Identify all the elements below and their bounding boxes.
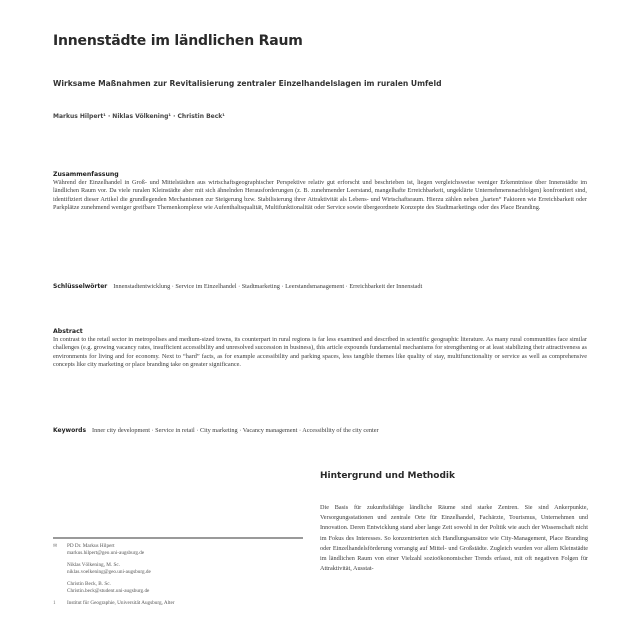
zusammenfassung-heading: Zusammenfassung — [53, 171, 119, 178]
schluesselwoerter-text: Innenstadtentwicklung · Service im Einzelhandel · Stadtmarketing · Leerstandsmanagement · Erreichbarkeit der Innenstadt — [113, 283, 423, 290]
article-title: Innenstädte im ländlichen Raum — [53, 33, 303, 49]
schluesselwoerter-label: Schlüsselwörter — [53, 283, 108, 290]
author1-name: PD Dr. Markus Hilpert — [67, 543, 115, 549]
abstract-block — [53, 328, 587, 369]
footnotes — [53, 543, 303, 607]
article-subtitle: Wirksame Maßnahmen zur Revitalisierung zentraler Einzelhandelslagen im ruralen Umfeld — [53, 79, 442, 88]
author2-name: Niklas Völkening, M. Sc. — [67, 562, 120, 568]
footnote-rule — [53, 537, 303, 539]
abstract-text: In contrast to the retail sector in metropolises and medium-sized towns, its counterpart in rural regions is far less examined and described in scientific geographic literature. As many rural communities face similar challenges (e.g. growing vacancy rates, insufficient accessibility and unresolved succession in business), this article expounds fundamental mechanisms for strengthening or at least stabilizing their attractiveness as environments for living and for economy. Next to “hard” facts, as for example accessibility and parking spaces, less tangible themes like quality of stay, multifunctionality or service as well as comprehensive concepts like city marketing or place branding take on greater significance. — [53, 336, 587, 368]
affiliation-text: Institut für Geographie, Universität Augsburg, Alter — [67, 600, 175, 606]
envelope-icon: ✉ — [53, 543, 58, 549]
author2-email[interactable]: niklas.voelkening@geo.uni-augsburg.de — [67, 569, 151, 575]
author-list: Markus Hilpert¹ · Niklas Völkening¹ · Christin Beck¹ — [53, 113, 225, 120]
keywords-block — [53, 427, 587, 435]
author3-name: Christin Beck, B. Sc. — [67, 581, 111, 587]
affiliation-mark: 1 — [53, 600, 56, 606]
abstract-heading: Abstract — [53, 328, 83, 335]
zusammenfassung-text: Während der Einzelhandel in Groß- und Mittelstädten aus wirtschaftsgeographischer Perspektive relativ gut erforscht und beschrieben ist, liegen vergleichsweise weniger Erkenntnisse über Innenstädte im ländlichen Raum vor. Da viele ruralen Kleinstädte aber mit sich ähnelnden Herausforderungen (z. B. zunehmender Leerstand, mangelhafte Erreichbarkeit, ungeklärte Unternehmensnachfolgen) konfrontiert sind, identifiziert dieser Artikel die grundlegenden Mechanismen zur Steigerung bzw. Stabilisierung ihrer Attraktivität als Lebens- und Wirtschaftsraum. Hierzu zählen neben „harten“ Faktoren wie Erreichbarkeit oder Parkplätze zunehmend weniger greifbare Themenkomplexe wie Aufenthaltsqualität, Multifunktionalität oder Service sowie übergeordnete Konzepte des Stadtmarketings oder des Place Branding. — [53, 179, 587, 211]
section-heading: Hintergrund und Methodik — [320, 471, 455, 481]
section-body: Die Basis für zukunftsfähige ländliche Räume sind starke Zentren. Sie sind Ankerpunkte, Versorgungsstationen und zentrale Orte für Einzelhandel, Fachärzte, Tourismus, Unternehmen und Innovation. Deren Entwicklung stand aber lange Zeit sowohl in der Politik wie auch der Wissenschaft nicht im Fokus des Interesses. So konzentrierten sich Handlungsansätze wie City-Management, Place Branding oder Einzelhandelsförderung vorrangig auf Mittel- und Großstädte. Zugleich wurden vor allem Kleinstädte im ländlichen Raum von einer Vielzahl sozioökonomischer Trends erfasst, mit oft negativen Folgen für Attraktivität, Ausstat- — [320, 504, 588, 573]
zusammenfassung-block — [53, 171, 587, 212]
author1-email[interactable]: markus.hilpert@geo.uni-augsburg.de — [67, 550, 145, 556]
keywords-label: Keywords — [53, 427, 87, 434]
author3-email[interactable]: Christin.beck@student.uni-augsburg.de — [67, 588, 150, 594]
keywords-text: Inner city development · Service in retail · City marketing · Vacancy management · Accessibility of the city center — [92, 427, 379, 434]
schluesselwoerter-block — [53, 283, 587, 291]
